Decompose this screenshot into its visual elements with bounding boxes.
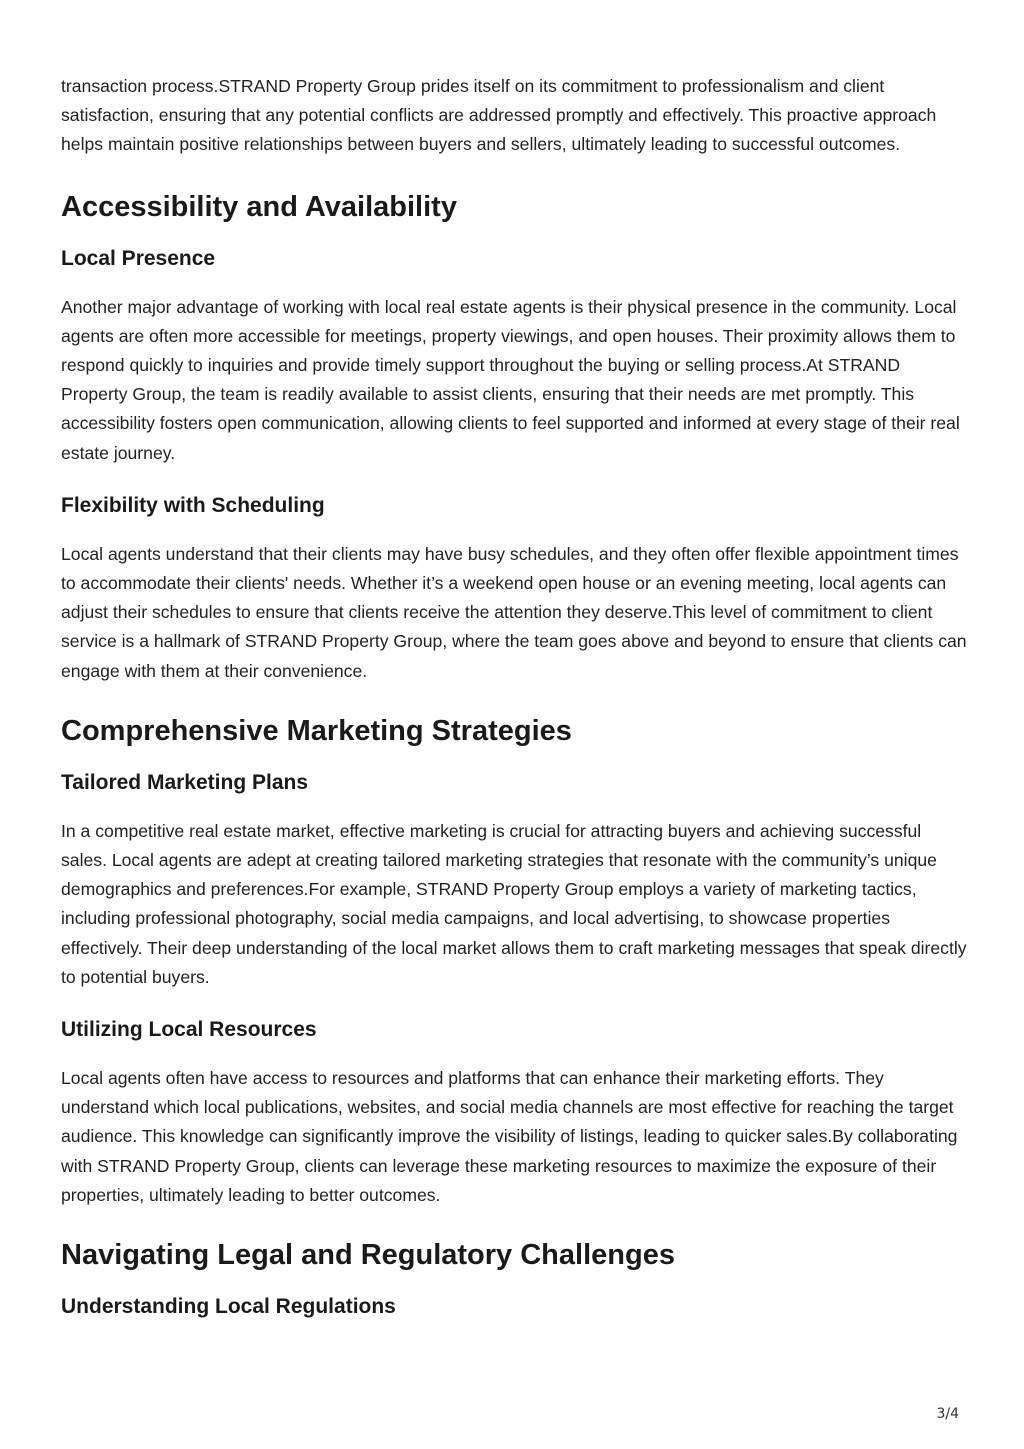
subheading-local-presence: Local Presence: [61, 246, 216, 270]
paragraph-flexibility-scheduling: Local agents understand that their clients may have busy schedules, and they often offer flexible appointment times to accommodate their clients' needs. Whether it’s a weekend open house or an evening meeting, local agents can adjust their schedules to ensure that clients receive the attention they deserve.This level of commitment to client service is a hallmark of STRAND Property Group, where the team goes above and beyond to ensure that clients can engage with them at their convenience.: [61, 543, 967, 681]
subheading-local-resources: Utilizing Local Resources: [61, 1018, 317, 1042]
subheading-tailored-marketing: Tailored Marketing Plans: [61, 770, 309, 794]
section-heading-marketing: Comprehensive Marketing Strategies: [61, 714, 572, 747]
section-heading-legal: Navigating Legal and Regulatory Challenges: [61, 1239, 675, 1272]
paragraph-local-resources: Local agents often have access to resources and platforms that can enhance their marketing efforts. They understand which local publications, websites, and social media channels are most effective for reaching the target audience. This knowledge can significantly improve the visibility of listings, leading to quicker sales.By collaborating with STRAND Property Group, clients can leverage these marketing resources to maximize the exposure of their properties, ultimately leading to better outcomes.: [61, 1068, 958, 1205]
section-heading-accessibility: Accessibility and Availability: [61, 190, 457, 223]
intro-paragraph: transaction process.STRAND Property Group prides itself on its commitment to professionalism and client satisfaction, ensuring that any potential conflicts are addressed promptly and effectively. This proactive approach helps maintain positive relationships between buyers and sellers, ultimately leading to successful outcomes.: [61, 76, 937, 155]
paragraph-local-presence: Another major advantage of working with local real estate agents is their physical presence in the community. Local agents are often more accessible for meetings, property viewings, and open houses. Their proximity allows them to respond quickly to inquiries and provide timely support throughout the buying or selling process.At STRAND Property Group, the team is readily available to assist clients, ensuring that their needs are met promptly. This accessibility fosters open communication, allowing clients to feel supported and informed at every stage of their real estate journey.: [61, 296, 960, 463]
subheading-local-regulations: Understanding Local Regulations: [61, 1295, 396, 1319]
subheading-flexibility-scheduling: Flexibility with Scheduling: [61, 493, 325, 517]
page-number: 3/4: [936, 1406, 959, 1422]
paragraph-tailored-marketing: In a competitive real estate market, effective marketing is crucial for attracting buyers and achieving successful sales. Local agents are adept at creating tailored marketing strategies that resonate with the community’s unique demographics and preferences.For example, STRAND Property Group employs a variety of marketing tactics, including professional photography, social media campaigns, and local advertising, to showcase properties effectively. Their deep understanding of the local market allows them to craft marketing messages that speak directly to potential buyers.: [61, 820, 967, 987]
document-page: [61, 72, 971, 1341]
